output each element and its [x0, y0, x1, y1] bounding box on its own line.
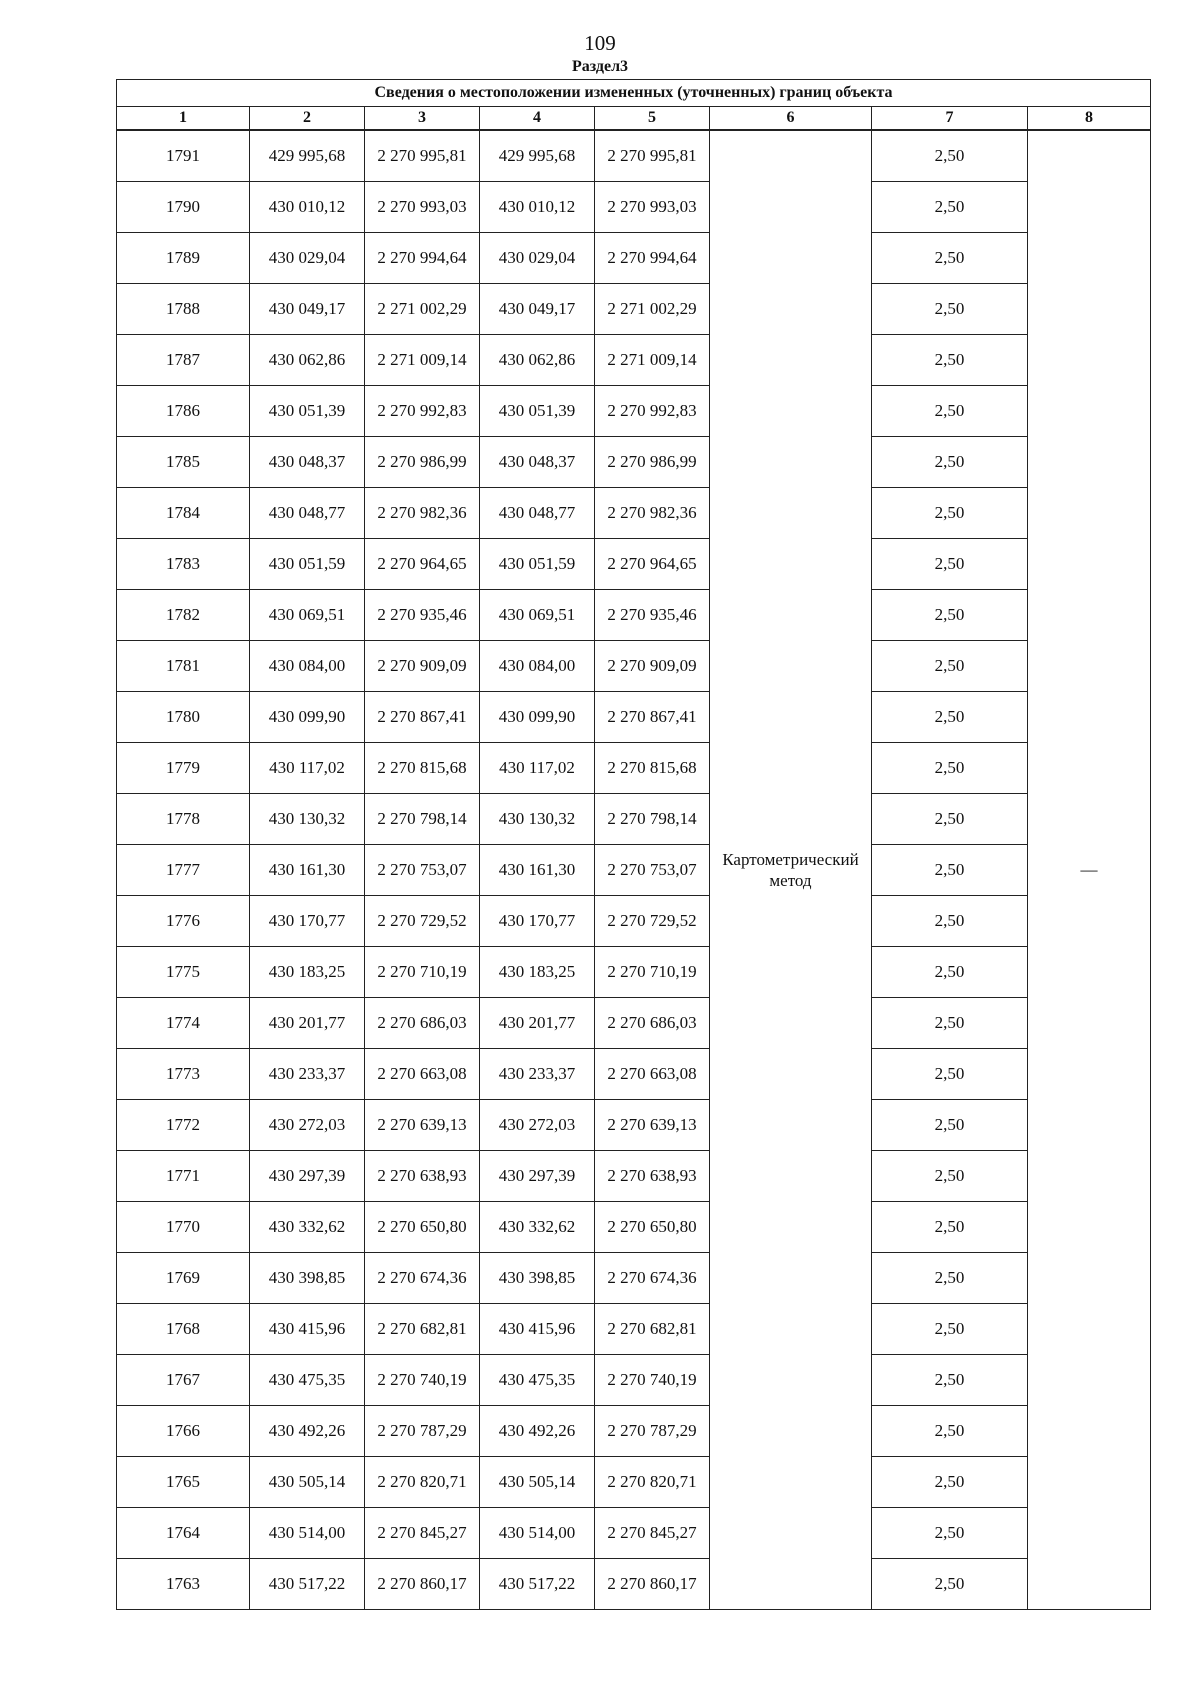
- coordinate-cell: 430 517,22: [480, 1559, 595, 1610]
- point-number-cell: 1774: [117, 998, 250, 1049]
- table-row: [117, 1457, 1151, 1508]
- coordinate-cell: 2 270 638,93: [595, 1151, 710, 1202]
- point-number-cell: 1771: [117, 1151, 250, 1202]
- coordinate-cell: 2 270 982,36: [595, 488, 710, 539]
- coordinate-cell: 2 270 820,71: [365, 1457, 480, 1508]
- coordinate-cell: 2 270 935,46: [365, 590, 480, 641]
- coordinate-cell: 430 117,02: [480, 743, 595, 794]
- table-row: [117, 1151, 1151, 1202]
- accuracy-cell: 2,50: [872, 1355, 1028, 1406]
- accuracy-cell: 2,50: [872, 998, 1028, 1049]
- table-row: [117, 947, 1151, 998]
- coordinate-cell: 430 514,00: [480, 1508, 595, 1559]
- coordinate-cell: 430 069,51: [480, 590, 595, 641]
- coordinate-cell: 430 272,03: [480, 1100, 595, 1151]
- accuracy-cell: 2,50: [872, 1457, 1028, 1508]
- coordinate-cell: 430 233,37: [480, 1049, 595, 1100]
- coordinate-cell: 430 170,77: [250, 896, 365, 947]
- coordinate-cell: 2 270 682,81: [365, 1304, 480, 1355]
- coordinate-cell: 430 062,86: [480, 335, 595, 386]
- coordinate-cell: 2 270 740,19: [595, 1355, 710, 1406]
- coordinate-cell: 2 270 909,09: [365, 641, 480, 692]
- table-row: [117, 896, 1151, 947]
- coordinate-cell: 430 051,39: [480, 386, 595, 437]
- coordinate-cell: 430 201,77: [480, 998, 595, 1049]
- coordinate-cell: 2 270 845,27: [365, 1508, 480, 1559]
- table-row: [117, 845, 1151, 896]
- coordinate-cell: 2 270 964,65: [595, 539, 710, 590]
- boundary-coordinates-table: [116, 79, 1151, 1610]
- accuracy-cell: 2,50: [872, 1406, 1028, 1457]
- coordinate-cell: 430 398,85: [480, 1253, 595, 1304]
- point-number-cell: 1787: [117, 335, 250, 386]
- column-number-5: 5: [595, 107, 710, 131]
- coordinate-cell: 430 272,03: [250, 1100, 365, 1151]
- accuracy-cell: 2,50: [872, 1049, 1028, 1100]
- coordinate-cell: 2 270 992,83: [365, 386, 480, 437]
- accuracy-cell: 2,50: [872, 1202, 1028, 1253]
- coordinate-cell: 2 270 815,68: [365, 743, 480, 794]
- coordinate-cell: 2 270 798,14: [365, 794, 480, 845]
- coordinate-cell: 2 270 860,17: [365, 1559, 480, 1610]
- accuracy-cell: 2,50: [872, 335, 1028, 386]
- table-row: [117, 641, 1151, 692]
- point-number-cell: 1777: [117, 845, 250, 896]
- coordinate-cell: 430 332,62: [250, 1202, 365, 1253]
- point-number-cell: 1764: [117, 1508, 250, 1559]
- point-number-cell: 1766: [117, 1406, 250, 1457]
- point-number-cell: 1790: [117, 182, 250, 233]
- table-row: [117, 284, 1151, 335]
- accuracy-cell: 2,50: [872, 743, 1028, 794]
- table-row: [117, 692, 1151, 743]
- table-row: [117, 1100, 1151, 1151]
- coordinate-cell: 429 995,68: [250, 130, 365, 182]
- coordinate-cell: 430 069,51: [250, 590, 365, 641]
- coordinate-cell: 2 270 674,36: [595, 1253, 710, 1304]
- accuracy-cell: 2,50: [872, 590, 1028, 641]
- coordinate-cell: 2 271 009,14: [365, 335, 480, 386]
- coordinate-cell: 430 233,37: [250, 1049, 365, 1100]
- coordinate-cell: 430 297,39: [250, 1151, 365, 1202]
- coordinate-cell: 2 270 867,41: [595, 692, 710, 743]
- coordinate-cell: 2 271 002,29: [365, 284, 480, 335]
- table-caption: Сведения о местоположении измененных (уточненных) границ объекта: [117, 80, 1151, 107]
- point-number-cell: 1775: [117, 947, 250, 998]
- point-number-cell: 1791: [117, 130, 250, 182]
- coordinate-cell: 2 270 740,19: [365, 1355, 480, 1406]
- accuracy-cell: 2,50: [872, 488, 1028, 539]
- coordinate-cell: 430 084,00: [480, 641, 595, 692]
- coordinate-cell: 430 051,59: [250, 539, 365, 590]
- coordinate-cell: 430 332,62: [480, 1202, 595, 1253]
- accuracy-cell: 2,50: [872, 437, 1028, 488]
- coordinate-cell: 430 505,14: [250, 1457, 365, 1508]
- coordinate-cell: 2 270 663,08: [595, 1049, 710, 1100]
- coordinate-cell: 430 201,77: [250, 998, 365, 1049]
- table-row: [117, 182, 1151, 233]
- coordinate-cell: 2 270 787,29: [365, 1406, 480, 1457]
- coordinate-cell: 2 270 753,07: [365, 845, 480, 896]
- method-cell: Картометрический метод: [710, 130, 872, 1610]
- coordinate-cell: 430 505,14: [480, 1457, 595, 1508]
- coordinate-cell: 430 475,35: [480, 1355, 595, 1406]
- coordinate-cell: 430 051,39: [250, 386, 365, 437]
- accuracy-cell: 2,50: [872, 1559, 1028, 1610]
- coordinate-cell: 2 270 682,81: [595, 1304, 710, 1355]
- coordinate-cell: 2 270 650,80: [595, 1202, 710, 1253]
- coordinate-cell: 430 048,37: [480, 437, 595, 488]
- column-number-4: 4: [480, 107, 595, 131]
- point-number-cell: 1784: [117, 488, 250, 539]
- coordinate-cell: 430 130,32: [250, 794, 365, 845]
- table-row: [117, 437, 1151, 488]
- coordinate-cell: 430 048,37: [250, 437, 365, 488]
- coordinate-cell: 2 270 964,65: [365, 539, 480, 590]
- column-number-3: 3: [365, 107, 480, 131]
- coordinate-cell: 2 270 820,71: [595, 1457, 710, 1508]
- coordinate-cell: 2 270 729,52: [595, 896, 710, 947]
- accuracy-cell: 2,50: [872, 182, 1028, 233]
- coordinate-cell: 430 415,96: [480, 1304, 595, 1355]
- coordinate-cell: 430 183,25: [480, 947, 595, 998]
- column-number-8: 8: [1028, 107, 1151, 131]
- coordinate-cell: 430 517,22: [250, 1559, 365, 1610]
- page-number: 109: [584, 31, 616, 55]
- coordinate-cell: 430 161,30: [250, 845, 365, 896]
- coordinate-cell: 2 270 686,03: [595, 998, 710, 1049]
- coordinate-cell: 430 048,77: [250, 488, 365, 539]
- coordinate-cell: 430 514,00: [250, 1508, 365, 1559]
- point-number-cell: 1783: [117, 539, 250, 590]
- coordinate-cell: 2 270 710,19: [365, 947, 480, 998]
- coordinate-cell: 430 415,96: [250, 1304, 365, 1355]
- point-number-cell: 1778: [117, 794, 250, 845]
- table-row: [117, 1049, 1151, 1100]
- coordinate-cell: 430 117,02: [250, 743, 365, 794]
- coordinate-cell: 2 270 686,03: [365, 998, 480, 1049]
- table-row: [117, 998, 1151, 1049]
- coordinate-cell: 430 048,77: [480, 488, 595, 539]
- coordinate-cell: 430 183,25: [250, 947, 365, 998]
- coordinate-cell: 430 492,26: [250, 1406, 365, 1457]
- coordinate-cell: 2 270 710,19: [595, 947, 710, 998]
- point-number-cell: 1788: [117, 284, 250, 335]
- coordinate-cell: 430 010,12: [250, 182, 365, 233]
- point-number-cell: 1763: [117, 1559, 250, 1610]
- accuracy-cell: 2,50: [872, 794, 1028, 845]
- table-row: [117, 1304, 1151, 1355]
- coordinate-cell: 2 270 674,36: [365, 1253, 480, 1304]
- coordinate-cell: 2 270 986,99: [595, 437, 710, 488]
- coordinate-cell: 2 270 787,29: [595, 1406, 710, 1457]
- accuracy-cell: 2,50: [872, 845, 1028, 896]
- point-number-cell: 1770: [117, 1202, 250, 1253]
- coordinate-cell: 2 270 867,41: [365, 692, 480, 743]
- coordinate-cell: 2 270 860,17: [595, 1559, 710, 1610]
- point-number-cell: 1776: [117, 896, 250, 947]
- coordinate-cell: 430 062,86: [250, 335, 365, 386]
- coordinate-cell: 2 270 994,64: [365, 233, 480, 284]
- coordinate-cell: 2 270 986,99: [365, 437, 480, 488]
- table-row: [117, 1253, 1151, 1304]
- accuracy-cell: 2,50: [872, 1253, 1028, 1304]
- section-title: Раздел3: [571, 58, 629, 75]
- coordinate-cell: 430 029,04: [250, 233, 365, 284]
- coordinate-cell: 430 492,26: [480, 1406, 595, 1457]
- table-row: [117, 1202, 1151, 1253]
- note-cell: —: [1028, 130, 1151, 1610]
- coordinate-cell: 2 270 639,13: [595, 1100, 710, 1151]
- coordinate-cell: 2 270 995,81: [595, 130, 710, 182]
- coordinate-cell: 2 270 663,08: [365, 1049, 480, 1100]
- column-number-6: 6: [710, 107, 872, 131]
- accuracy-cell: 2,50: [872, 896, 1028, 947]
- coordinate-cell: 2 270 935,46: [595, 590, 710, 641]
- coordinate-cell: 429 995,68: [480, 130, 595, 182]
- coordinate-cell: 2 270 638,93: [365, 1151, 480, 1202]
- coordinate-cell: 2 270 982,36: [365, 488, 480, 539]
- coordinate-cell: 2 270 994,64: [595, 233, 710, 284]
- point-number-cell: 1780: [117, 692, 250, 743]
- table-row: [117, 386, 1151, 437]
- column-number-1: 1: [117, 107, 250, 131]
- coordinate-cell: 430 475,35: [250, 1355, 365, 1406]
- table-row: [117, 1355, 1151, 1406]
- point-number-cell: 1779: [117, 743, 250, 794]
- table-row: [117, 743, 1151, 794]
- point-number-cell: 1769: [117, 1253, 250, 1304]
- coordinate-cell: 2 270 909,09: [595, 641, 710, 692]
- coordinate-cell: 430 049,17: [250, 284, 365, 335]
- coordinate-cell: 2 270 729,52: [365, 896, 480, 947]
- coordinate-cell: 2 270 845,27: [595, 1508, 710, 1559]
- table-row: [117, 1559, 1151, 1610]
- coordinate-cell: 2 270 993,03: [595, 182, 710, 233]
- table-row: [117, 130, 1151, 182]
- coordinate-cell: 2 270 639,13: [365, 1100, 480, 1151]
- coordinate-cell: 430 099,90: [480, 692, 595, 743]
- coordinate-cell: 430 010,12: [480, 182, 595, 233]
- accuracy-cell: 2,50: [872, 539, 1028, 590]
- coordinate-cell: 2 270 995,81: [365, 130, 480, 182]
- coordinate-cell: 2 270 753,07: [595, 845, 710, 896]
- coordinate-cell: 2 270 992,83: [595, 386, 710, 437]
- table-row: [117, 233, 1151, 284]
- coordinate-cell: 430 170,77: [480, 896, 595, 947]
- coordinate-cell: 2 270 993,03: [365, 182, 480, 233]
- table-row: [117, 590, 1151, 641]
- accuracy-cell: 2,50: [872, 1100, 1028, 1151]
- point-number-cell: 1782: [117, 590, 250, 641]
- accuracy-cell: 2,50: [872, 233, 1028, 284]
- accuracy-cell: 2,50: [872, 284, 1028, 335]
- point-number-cell: 1772: [117, 1100, 250, 1151]
- accuracy-cell: 2,50: [872, 641, 1028, 692]
- coordinate-cell: 430 084,00: [250, 641, 365, 692]
- coordinate-cell: 2 270 815,68: [595, 743, 710, 794]
- coordinate-cell: 430 130,32: [480, 794, 595, 845]
- column-number-7: 7: [872, 107, 1028, 131]
- coordinate-cell: 2 271 002,29: [595, 284, 710, 335]
- accuracy-cell: 2,50: [872, 130, 1028, 182]
- point-number-cell: 1781: [117, 641, 250, 692]
- coordinate-cell: 430 161,30: [480, 845, 595, 896]
- coordinate-cell: 430 297,39: [480, 1151, 595, 1202]
- table-row: [117, 1406, 1151, 1457]
- coordinate-cell: 2 271 009,14: [595, 335, 710, 386]
- coordinate-cell: 430 051,59: [480, 539, 595, 590]
- point-number-cell: 1786: [117, 386, 250, 437]
- point-number-cell: 1789: [117, 233, 250, 284]
- table-row: [117, 335, 1151, 386]
- point-number-cell: 1785: [117, 437, 250, 488]
- coordinate-cell: 430 398,85: [250, 1253, 365, 1304]
- point-number-cell: 1768: [117, 1304, 250, 1355]
- coordinate-cell: 2 270 798,14: [595, 794, 710, 845]
- column-number-2: 2: [250, 107, 365, 131]
- table-row: [117, 488, 1151, 539]
- coordinate-cell: 430 029,04: [480, 233, 595, 284]
- accuracy-cell: 2,50: [872, 1304, 1028, 1355]
- coordinate-cell: 430 049,17: [480, 284, 595, 335]
- table-row: [117, 1508, 1151, 1559]
- coordinate-cell: 2 270 650,80: [365, 1202, 480, 1253]
- accuracy-cell: 2,50: [872, 1151, 1028, 1202]
- point-number-cell: 1765: [117, 1457, 250, 1508]
- accuracy-cell: 2,50: [872, 692, 1028, 743]
- accuracy-cell: 2,50: [872, 947, 1028, 998]
- point-number-cell: 1767: [117, 1355, 250, 1406]
- table-row: [117, 539, 1151, 590]
- table-row: [117, 794, 1151, 845]
- point-number-cell: 1773: [117, 1049, 250, 1100]
- coordinate-cell: 430 099,90: [250, 692, 365, 743]
- accuracy-cell: 2,50: [872, 1508, 1028, 1559]
- accuracy-cell: 2,50: [872, 386, 1028, 437]
